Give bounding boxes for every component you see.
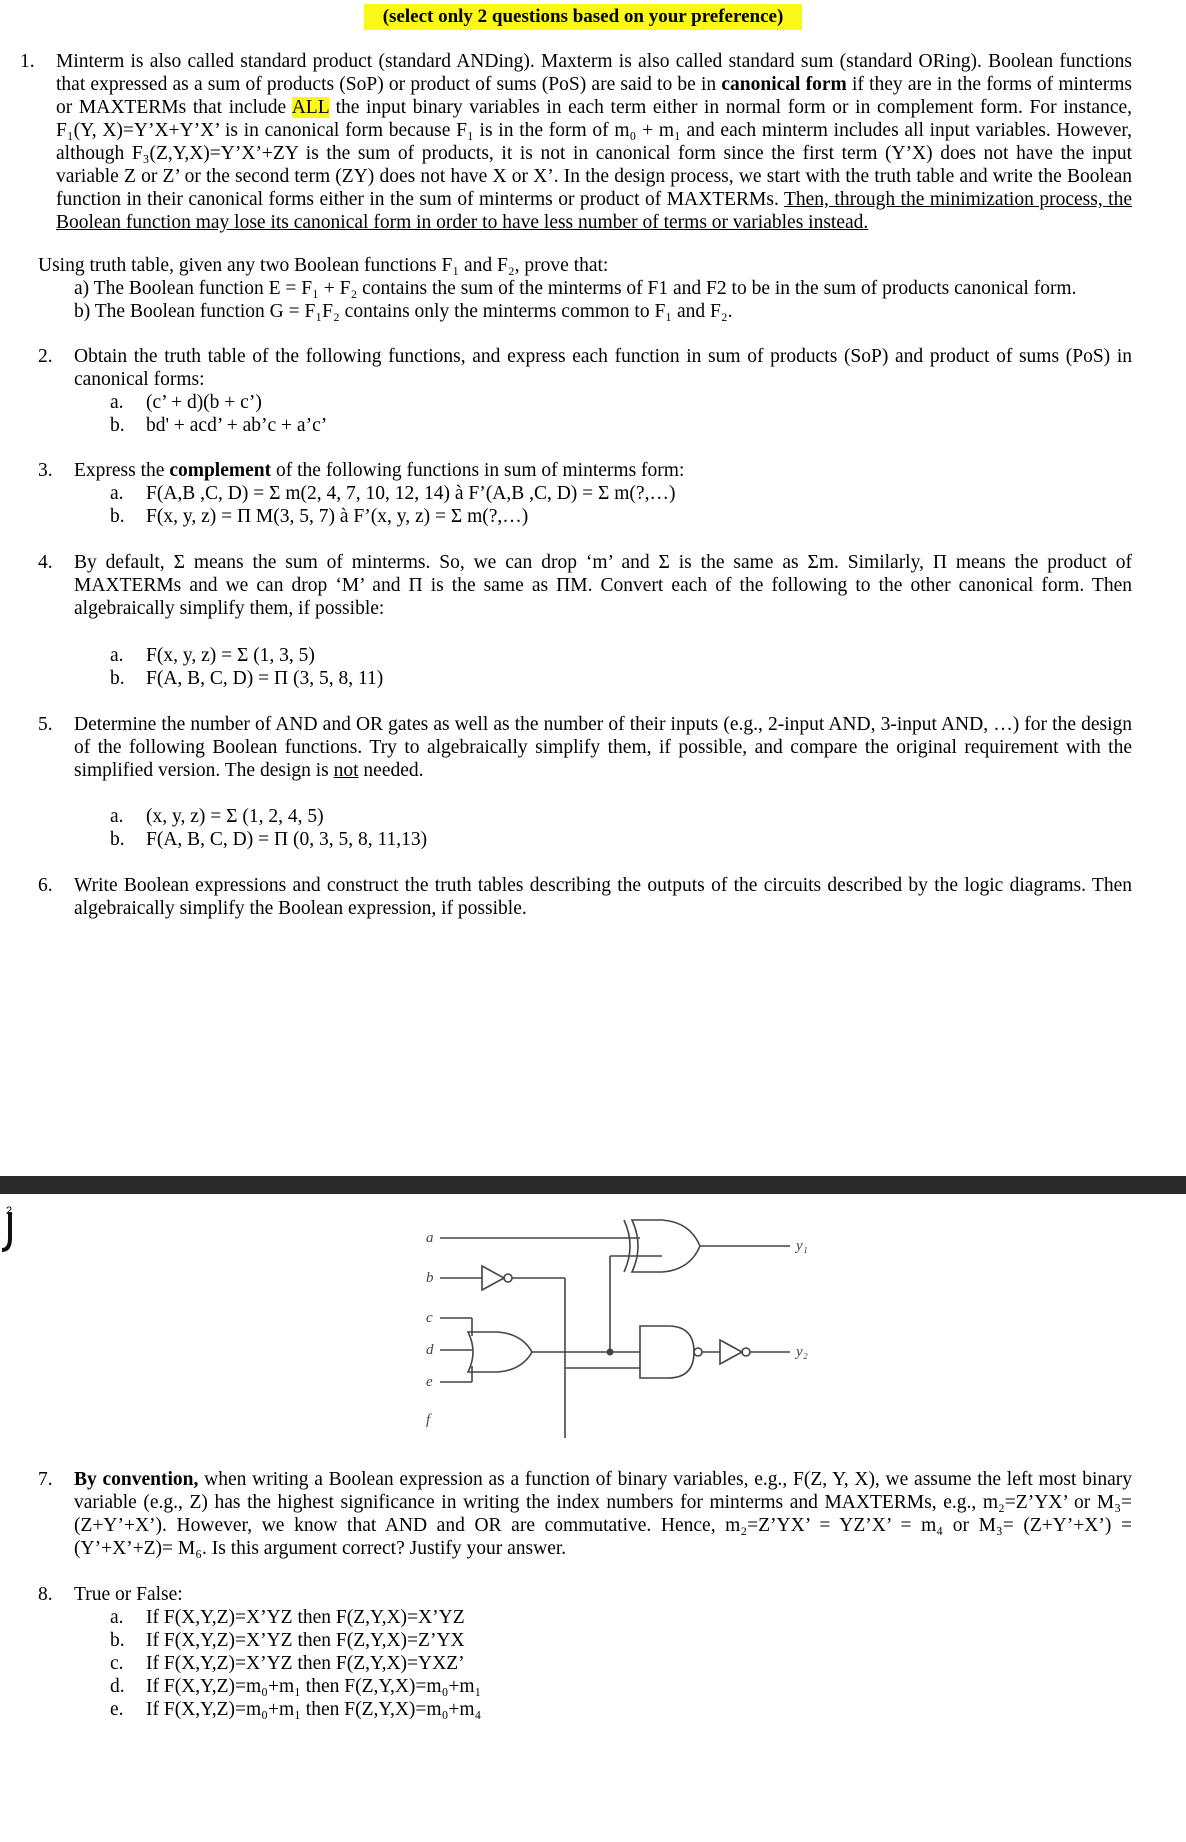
q8-number: 8.: [38, 1584, 53, 1605]
page-divider: [0, 1176, 1186, 1194]
list-item: d. If F(X,Y,Z)=m₀+m₁ then F(Z,Y,X)=m₀+m₁: [110, 1676, 482, 1697]
q7-number: 7.: [38, 1469, 53, 1490]
q4-number: 4.: [38, 552, 53, 573]
q1-part-b: b) The Boolean function G = F₁F₂ contains only the minterms common to F₁ and F₂.: [74, 301, 733, 322]
q3-number: 3.: [38, 460, 53, 481]
instruction-banner: (select only 2 questions based on your preference): [364, 4, 802, 30]
q1-part-a: a) The Boolean function E = F₁ + F₂ contains the sum of the minterms of F1 and F2 to be in the sum of products canonical form.: [74, 278, 1077, 299]
list-item: b. F(A, B, C, D) = Π (0, 3, 5, 8, 11,13): [110, 829, 428, 850]
not-underlined: not: [333, 760, 359, 781]
q4-items: [110, 644, 383, 690]
list-item: a. If F(X,Y,Z)=X’YZ then F(Z,Y,X)=X’YZ: [110, 1607, 465, 1628]
q8-body: True or False:: [74, 1584, 183, 1605]
list-item: b. bd' + acd’ + ab’c + a’c’: [110, 415, 328, 436]
canonical-form-bold: canonical form: [721, 74, 847, 95]
input-e-label: e: [426, 1374, 433, 1390]
q1-body: Minterm is also called standard product (standard ANDing). Maxterm is also called standard sum (standard ORing). Boolean functions that expressed as a sum of products (SoP) or product of sums (PoS) are said to be in canonical form if they are in the forms of minterms or MAXTERMs that include ALL the input binary variables in each term either in normal form or in complement form. For instance, F₁(Y, X)=Y’X+Y’X’ is in canonical form because F₁ is in the form of m₀ + m₁ and each minterm includes all input variables. However, although F₃(Z,Y,X)=Y’X’+ZY is the sum of products, it is not in canonical form since the first term (Y’X) does not have the input variable Z or Z’ or the second term (ZY) does not have X or X’. In the design process, we start with the truth table and write the Boolean function in their canonical forms either in the sum of minterms or product of MAXTERMs. Then, through the minimization process, the Boolean function may lose its canonical form in order to have less number of terms or variables instead.: [56, 51, 1133, 233]
q2-items: [110, 391, 327, 437]
q1-intro: Using truth table, given any two Boolean functions F₁ and F₂, prove that:: [38, 255, 609, 276]
q6-number: 6.: [38, 875, 53, 896]
list-item: a. F(A,B ,C, D) = Σ m(2, 4, 7, 10, 12, 14) à F’(A,B ,C, D) = Σ m(?,…): [110, 483, 676, 504]
all-highlight: ALL: [291, 97, 329, 118]
list-item: a. F(x, y, z) = Σ (1, 3, 5): [110, 645, 315, 666]
by-convention-bold: By convention,: [74, 1469, 199, 1490]
q5-items: [110, 805, 427, 851]
output-y1-label: y₁: [796, 1238, 808, 1254]
list-item: b. F(x, y, z) = Π M(3, 5, 7) à F’(x, y, z) = Σ m(?,…): [110, 506, 529, 527]
q2-number: 2.: [38, 346, 53, 367]
q2-body: Obtain the truth table of the following functions, and express each function in sum of products (SoP) and product of sums (PoS) in canonical forms:: [74, 346, 1132, 390]
list-item: c. If F(X,Y,Z)=X’YZ then F(Z,Y,X)=YXZ’: [110, 1653, 465, 1674]
input-f-label: f: [426, 1412, 431, 1428]
q5-body: Determine the number of AND and OR gates as well as the number of their inputs (e.g., 2-input AND, 3-input AND, …) for the design of the following Boolean functions. Try to algebraically simplify them, if possible, and compare the original requirement with the simplified version. The design is not needed.: [74, 714, 1132, 781]
q3-items: [110, 482, 675, 528]
list-item: a. (c’ + d)(b + c’): [110, 392, 262, 413]
q1-underlined-note: Then, through the minimization process, the Boolean function may lose its canonical form in order to have less number of terms or variables instead.: [56, 189, 1132, 233]
list-item: e. If F(X,Y,Z)=m₀+m₁ then F(Z,Y,X)=m₀+m₄: [110, 1699, 482, 1720]
list-item: a. (x, y, z) = Σ (1, 2, 4, 5): [110, 806, 324, 827]
q7-body: By convention, when writing a Boolean expression as a function of binary variables, e.g., F(Z, Y, X), we assume the left most binary variable (e.g., Z) has the highest significance in writing the index numbers for minterms and MAXTERMs, e.g., m₂=Z’YX’ or M₃=(Z+Y’+X’). However, we know that AND and OR are commutative. Hence, m₂=Z’YX’ = YZ’X’ = m₄ or M₃= (Z+Y’+X’) = (Y’+X’+Z)= M₆. Is this argument correct? Justify your answer.: [74, 1469, 1133, 1559]
q4-body: By default, Σ means the sum of minterms. So, we can drop ‘m’ and Σ is the same as Σm. Similarly, Π means the product of MAXTERMs and we can drop ‘M’ and Π is the same as ΠM. Convert each of the following to the other canonical form. Then algebraically simplify them, if possible:: [74, 552, 1132, 619]
q1-number: 1.: [20, 51, 35, 72]
input-d-label: d: [426, 1342, 434, 1358]
list-item: b. F(A, B, C, D) = Π (3, 5, 8, 11): [110, 668, 384, 689]
input-a-label: a: [426, 1230, 434, 1246]
q3-body: Express the complement of the following functions in sum of minterms form:: [74, 460, 685, 481]
input-b-label: b: [426, 1270, 434, 1286]
q6-body: Write Boolean expressions and construct the truth tables describing the outputs of the circuits described by the logic diagrams. Then algebraically simplify the Boolean expression, if possible.: [74, 875, 1132, 919]
q8-items: [110, 1606, 481, 1721]
output-y2-label: y₂: [796, 1344, 808, 1360]
input-c-label: c: [426, 1310, 433, 1326]
junction-dot: [607, 1349, 614, 1356]
logic-diagram: [400, 1210, 840, 1450]
q5-number: 5.: [38, 714, 53, 735]
page-marker: 2: [0, 1200, 14, 1262]
list-item: b. If F(X,Y,Z)=X’YZ then F(Z,Y,X)=Z’YX: [110, 1630, 465, 1651]
complement-bold: complement: [169, 460, 272, 481]
